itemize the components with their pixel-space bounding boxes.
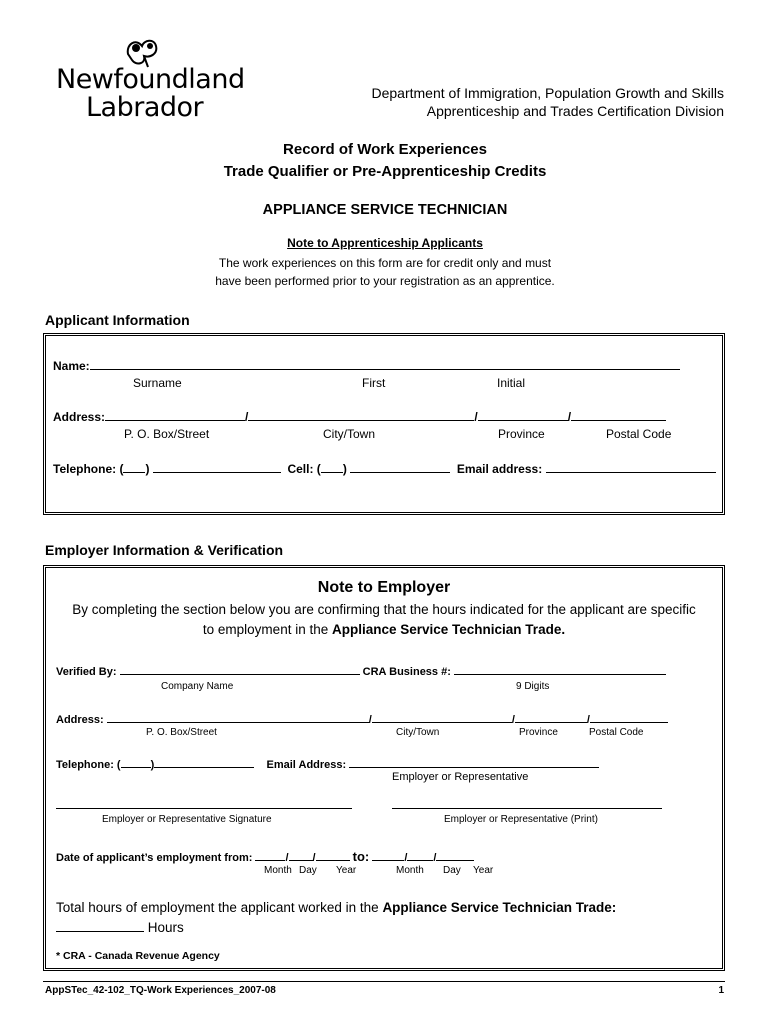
company-name-caption: Company Name <box>161 681 234 692</box>
address-street-input[interactable] <box>105 409 245 421</box>
note-body <box>0 254 770 290</box>
employer-telephone-label: Telephone: <box>56 759 114 771</box>
address-label: Address: <box>53 410 106 424</box>
employer-city-input[interactable] <box>372 711 512 723</box>
employer-note-trade: Appliance Service Technician Trade. <box>331 622 566 637</box>
note-line-2: have been performed prior to your registration as an apprentice. <box>215 274 555 288</box>
name-input[interactable] <box>90 358 680 370</box>
verified-by-input[interactable] <box>120 663 360 675</box>
to-day-input[interactable] <box>407 849 433 861</box>
telephone-label: Telephone: ( <box>53 462 124 476</box>
division-name: Apprenticeship and Trades Certification Division <box>426 103 724 119</box>
cra-business-input[interactable] <box>454 663 666 675</box>
from-day-caption: Day <box>299 865 317 876</box>
applicant-contact-row: Telephone: ( ) Cell: ( ) Email address: <box>53 461 716 476</box>
from-year-caption: Year <box>336 865 357 876</box>
total-hours-input[interactable] <box>56 918 144 932</box>
pitcher-plant-icon <box>122 34 164 68</box>
verified-label: Verified By <box>56 666 113 678</box>
employer-city-caption: City/Town <box>396 727 440 738</box>
verified-row <box>56 663 666 678</box>
telephone-input[interactable] <box>153 461 281 473</box>
applicant-name-row <box>53 358 680 373</box>
signature-caption: Employer or Representative Signature <box>102 814 272 825</box>
employer-province-caption: Province <box>519 727 558 738</box>
address-postal-input[interactable] <box>571 409 666 421</box>
from-year-input[interactable] <box>316 849 350 861</box>
initial-caption: Initial <box>497 376 526 390</box>
employer-province-input[interactable] <box>515 711 587 723</box>
email-label: Email address: <box>456 462 543 476</box>
department-header <box>372 84 725 120</box>
employer-street-input[interactable] <box>107 711 369 723</box>
employer-email-input[interactable] <box>349 756 599 768</box>
applicant-box <box>43 333 725 515</box>
from-month-caption: Month <box>264 865 292 876</box>
employer-note-line-1: By completing the section below you are confirming that the hours indicated for the applicant are specific <box>72 602 696 617</box>
hours-row <box>56 918 184 935</box>
cra-footnote: * CRA - Canada Revenue Agency <box>56 950 220 962</box>
employer-telephone-area-input[interactable] <box>121 756 151 768</box>
cell-input[interactable] <box>350 461 450 473</box>
employer-section-title: Employer Information & Verification <box>45 542 284 558</box>
logo-line-2: Labrador <box>86 92 204 123</box>
signature-line[interactable] <box>56 808 352 809</box>
employer-address-label: Address: <box>56 714 104 726</box>
nine-digits-caption: 9 Digits <box>516 681 550 692</box>
total-hours-text <box>56 900 616 915</box>
address-province-input[interactable] <box>478 409 568 421</box>
province-caption: Province <box>498 427 545 441</box>
applicant-address-row: Address: / / / <box>53 409 666 424</box>
from-month-input[interactable] <box>255 849 285 861</box>
logo-line-1: Newfoundland <box>56 64 245 95</box>
first-caption: First <box>362 376 386 390</box>
cell-area-input[interactable] <box>321 461 343 473</box>
employer-email-label: Email Address: <box>266 759 347 771</box>
date-from-label: Date of applicant’s employment from: <box>56 852 253 864</box>
note-line-1: The work experiences on this form are for credit only and must <box>218 256 552 270</box>
total-hours-pre: Total hours of employment the applicant worked in the <box>56 900 383 915</box>
employer-note-line-2-pre: to employment in the <box>202 622 332 637</box>
postal-caption: Postal Code <box>606 427 672 441</box>
email-input[interactable] <box>546 461 716 473</box>
employer-note-line-2 <box>46 620 722 640</box>
surname-caption: Surname <box>133 376 182 390</box>
po-box-caption: P. O. Box/Street <box>124 427 210 441</box>
cra-label: CRA Business #: <box>362 666 451 678</box>
print-name-line[interactable] <box>392 808 662 809</box>
employer-address-row: Address: / / / <box>56 711 668 726</box>
employer-po-box-caption: P. O. Box/Street <box>146 727 217 738</box>
employer-postal-caption: Postal Code <box>589 727 644 738</box>
telephone-area-input[interactable] <box>123 461 145 473</box>
city-caption: City/Town <box>323 427 376 441</box>
address-city-input[interactable] <box>248 409 474 421</box>
cell-label: Cell: ( <box>287 462 321 476</box>
applicant-section-title: Applicant Information <box>45 312 190 328</box>
to-month-caption: Month <box>396 865 424 876</box>
employer-telephone-input[interactable] <box>154 756 254 768</box>
to-month-input[interactable] <box>372 849 404 861</box>
name-label: Name: <box>53 359 90 373</box>
employer-rep-caption: Employer or Representative <box>392 771 529 783</box>
employer-note-body <box>46 600 722 640</box>
employer-contact-row: Telephone: ( ) Email Address: <box>56 756 599 771</box>
hours-label: Hours <box>147 920 184 935</box>
to-year-caption: Year <box>473 865 494 876</box>
form-title: Record of Work Experiences <box>283 141 487 158</box>
form-subtitle: Trade Qualifier or Pre-Apprenticeship Credits <box>223 163 547 180</box>
from-day-input[interactable] <box>289 849 313 861</box>
logo <box>50 34 250 124</box>
print-name-caption: Employer or Representative (Print) <box>444 814 598 825</box>
employment-dates-row: Date of applicant’s employment from: / / to: / / <box>56 849 474 864</box>
trade-name: APPLIANCE SERVICE TECHNICIAN <box>262 202 508 218</box>
employer-postal-input[interactable] <box>590 711 668 723</box>
employer-box <box>43 565 725 971</box>
footer-rule <box>43 981 725 982</box>
to-day-caption: Day <box>443 865 461 876</box>
total-hours-trade: Appliance Service Technician Trade: <box>382 900 617 915</box>
to-year-input[interactable] <box>436 849 474 861</box>
note-heading: Note to Apprenticeship Applicants <box>287 236 483 250</box>
footer-code: AppSTec_42-102_TQ-Work Experiences_2007-08 <box>45 985 276 996</box>
verified-colon: : <box>112 666 117 678</box>
employer-note-title: Note to Employer <box>317 579 451 596</box>
date-to-label: to: <box>352 849 370 864</box>
department-name: Department of Immigration, Population Growth and Skills <box>371 85 724 101</box>
page-number: 1 <box>718 985 724 996</box>
